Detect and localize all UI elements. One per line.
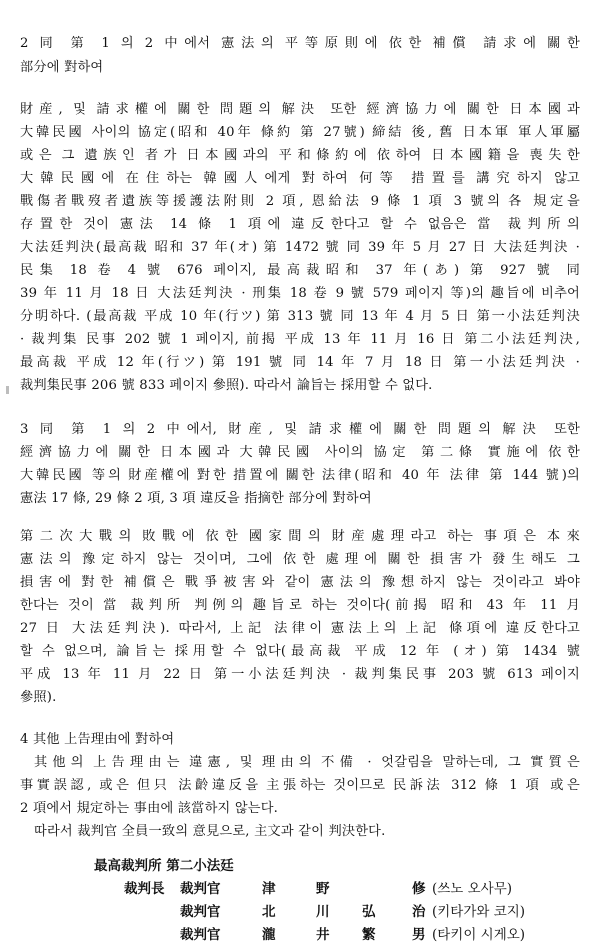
judge-3-name-part-2: 井: [316, 927, 330, 943]
section-2-body-line-11: · 裁判集 民事 202 號 1 페이지, 前揭 平成 13 年 11 月 16 日 第二小法廷判決,: [20, 332, 580, 347]
section-2-body-line-6: 存置한 것이 憲法 14 條 1 項에 違反한다고 할 수 없음은 當 裁判所의: [20, 217, 580, 232]
section-3-body-line-8: 參照).: [20, 690, 57, 705]
section-3-body-line-1: 第二次大戰의 敗戰에 依한 國家間의 財産處理라고 하는 事項은 本來: [20, 529, 580, 544]
judge-3-name-part-1: 瀧: [262, 927, 276, 943]
section-2-body-line-1: 財産, 및 請求權에 關한 問題의 解決 또한 經濟協力에 關한 日本國과: [20, 102, 580, 117]
section-2-body-line-3: 或은 그 遺族인 者가 日本國과의 平和條約에 依하여 日本國籍을 喪失한: [20, 148, 580, 163]
judge-1-reading: (쓰노 오사무): [432, 881, 513, 897]
section-2-body-line-9: 39 年 11 月 18 日 大法廷判決 · 刑集 18 卷 9 號 579 페이지 等)의 趣旨에 비추어: [20, 286, 580, 301]
section-2-body-line-10: 分明하다. (最高裁 平成 10 年(行ツ) 第 313 號 同 13 年 4 月 5 日 第一小法廷判決: [20, 309, 580, 324]
section-2-body-line-2: 大韓民國 사이의 協定(昭和 40年 條約 第 27號) 締結 後, 舊 日本軍 軍人軍屬: [20, 125, 580, 140]
section-3-body-line-2: 憲法의 豫定하지 않는 것이며, 그에 依한 處理에 關한 損害가 發生해도 그: [20, 552, 580, 567]
judge-2-name-part-1: 北: [262, 904, 276, 920]
judge-2-name-part-4: 治: [412, 904, 426, 920]
section-4-body-line-1: 其他의 上告理由는 違憲, 및 理由의 不備 · 엇갈림을 말하는데, 그 實質은: [34, 755, 580, 770]
judge-2-reading: (키타가와 코지): [432, 904, 526, 920]
judge-1-name-part-3: 修: [412, 881, 426, 897]
section-2-body-line-13: 裁判集民事 206 號 833 페이지 參照). 따라서 論旨는 採用할 수 없다.: [20, 378, 433, 393]
section-4-heading: 4 其他 上告理由에 對하여: [20, 732, 175, 747]
section-2-body-line-7: 大法廷判決(最高裁 昭和 37 年(オ) 第 1472 號 同 39 年 5 月 27 日 大法廷判決 ·: [20, 240, 580, 255]
section-3-heading-line-3: 大韓民國 等의 財産權에 對한 措置에 關한 法律(昭和 40 年 法律 第 144 號)의: [20, 468, 580, 483]
section-3-body-line-3: 損害에 對한 補償은 戰爭被害와 같이 憲法의 豫想하지 않는 것이라고 봐야: [20, 575, 580, 590]
section-2-heading-line-2: 部分에 對하여: [20, 60, 104, 75]
judge-1-role-chief: 裁判長: [124, 881, 165, 897]
judge-1-name-part-2: 野: [316, 881, 330, 897]
judge-1-name-part-1: 津: [262, 881, 276, 897]
judge-3-name-part-4: 男: [412, 927, 426, 943]
section-4-body-line-2: 事實誤認, 或은 但只 法齡違反을 主張하는 것이므로 民訴法 312 條 1 項 或은: [20, 778, 580, 793]
judge-3-name-part-3: 繁: [362, 927, 376, 943]
section-2-body-line-8: 民集 18 卷 4 號 676 페이지, 最高裁昭和 37 年(あ) 第 927 號 同: [20, 263, 580, 278]
judge-1-role: 裁判官: [180, 881, 221, 897]
section-2-heading-line-1: 2 同 第 1 의 2 中에서 憲法의 平等原則에 依한 補償 請求에 關한: [20, 36, 580, 51]
court-name: 最高裁判所 第二小法廷: [94, 858, 234, 874]
judge-2-name-part-2: 川: [316, 904, 330, 920]
section-2-body-line-5: 戰傷者戰歿者遺族等援護法附則 2 項, 恩給法 9 條 1 項 3 號의 各 規定을: [20, 194, 580, 209]
section-3-body-line-7: 平成 13 年 11 月 22 日 第一小法廷判決 · 裁判集民事 203 號 613 페이지: [20, 667, 580, 682]
section-3-body-line-6: 할 수 없으며, 論旨는 採用할 수 없다(最高裁 平成 12 年 (オ) 第 1434 號: [20, 644, 580, 659]
section-3-heading-line-1: 3 同 第 1 의 2 中에서, 財産, 및 請求權에 關한 問題의 解決 또한: [20, 422, 580, 437]
section-2-body-line-4: 大韓民國에 在住하는 韓國人에게 對하여 何等 措置를 講究하지 않고: [20, 171, 580, 186]
section-3-heading-line-4: 憲法 17 條, 29 條 2 項, 3 項 違反을 指摘한 部分에 對하여: [20, 491, 372, 506]
section-4-body-line-3: 2 項에서 規定하는 事由에 該當하지 않는다.: [20, 801, 279, 816]
section-4-body-line-4: 따라서 裁判官 全員一致의 意見으로, 主文과 같이 判決한다.: [34, 824, 386, 839]
judge-3-role: 裁判官: [180, 927, 221, 943]
section-3-heading-line-2: 經濟協力에 關한 日本國과 大韓民國 사이의 協定 第二條 實施에 依한: [20, 445, 580, 460]
scan-mark: [6, 386, 9, 394]
judge-2-name-part-3: 弘: [362, 904, 376, 920]
section-2-body-line-12: 最高裁 平成 12 年(行ツ) 第 191 號 同 14 年 7 月 18 日 第一小法廷判決 ·: [20, 355, 580, 370]
judge-3-reading: (타키이 시게오): [432, 927, 526, 943]
judge-2-role: 裁判官: [180, 904, 221, 920]
section-3-body-line-4: 한다는 것이 當 裁判所 判例의 趣旨로 하는 것이다(前揭 昭和 43 年 11 月: [20, 598, 580, 613]
section-3-body-line-5: 27 日 大法廷判決). 따라서, 上記 法律이 憲法上의 上記 條項에 違反한다고: [20, 621, 580, 636]
